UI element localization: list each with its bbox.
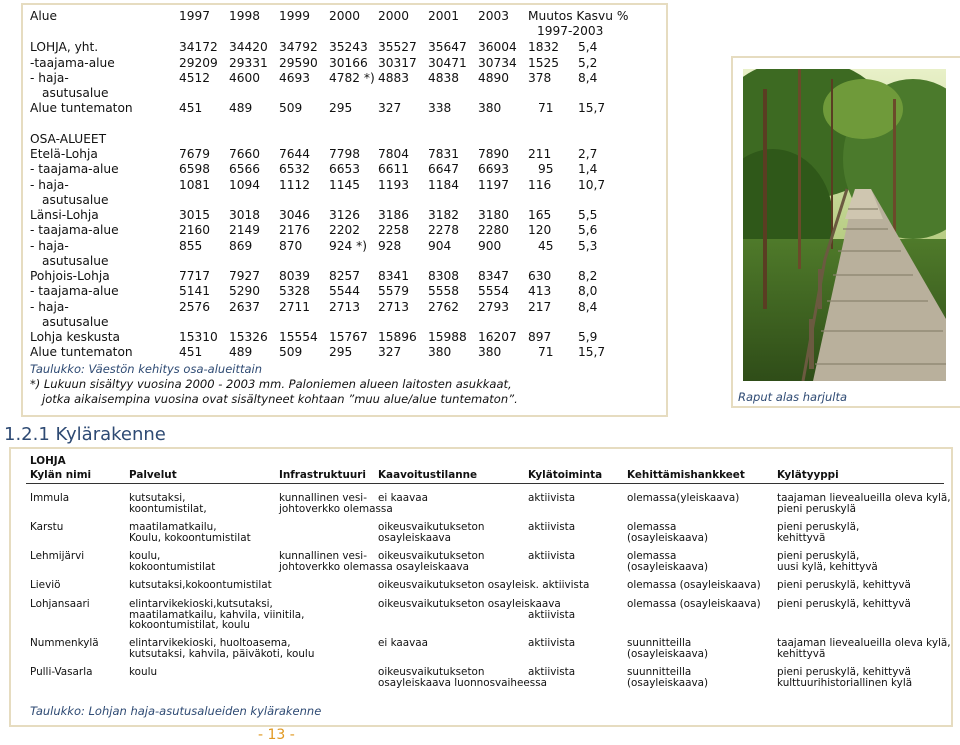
table-cell: osayleiskaava luonnosvaiheessa [378,676,547,689]
table-cell: 5328 [279,284,311,298]
page-number: - 13 - [258,727,295,743]
table-cell: 4883 [378,71,410,85]
table-cell: 30166 [329,56,368,70]
table-cell: 451 [179,345,203,359]
column-header: 1998 [229,9,261,23]
table-cell: 4782 *) [329,71,375,85]
table-cell: 15,7 [578,345,606,359]
table-cell: 7927 [229,269,261,283]
table-cell: 6598 [179,162,211,176]
table-cell: 380 [478,345,502,359]
table-cell: johtoverkko olemassa [279,502,393,515]
table-cell: aktiivista [528,521,576,533]
table-cell: elintarvikekioski, huoltoasema, [129,637,291,649]
table-cell: 35243 [329,40,368,54]
column-header: 2003 [478,9,510,23]
forest-boardwalk-photo [743,69,946,381]
table-cell: koontumistilat, [129,502,207,515]
table-cell: 451 [179,101,203,115]
table-cell: 6532 [279,162,311,176]
table-cell: 4693 [279,71,311,85]
table-cell: aktiivista [528,608,576,621]
table-cell: 327 [378,101,402,115]
table-cell: 378 [528,71,552,85]
table-cell: 8,0 [578,284,598,298]
table-cell: 8257 [329,269,361,283]
village-name: Lieviö [30,579,61,591]
table-cell: 8039 [279,269,311,283]
table-cell: 217 [528,300,552,314]
table-cell: Koulu, kokoontumistilat [129,531,251,544]
table-cell: 1112 [279,178,311,192]
row-label: -taajama-alue [30,56,115,70]
table-cell: 924 *) [329,239,367,253]
table-cell: 16207 [478,330,517,344]
table-cell: 6693 [478,162,510,176]
table-cell: kutsutaksi, kahvila, päiväkoti, koulu [129,647,315,660]
table-cell: 630 [528,269,552,283]
table-cell: 3180 [478,208,510,222]
table-cell: 71 [538,101,554,115]
table-cell: 2713 [378,300,410,314]
column-header: 1999 [279,9,311,23]
table-cell: 30471 [428,56,467,70]
table-cell: 34172 [179,40,218,54]
table-cell: 45 [538,239,554,253]
table-cell: 338 [428,101,452,115]
row-label: Etelä-Lohja [30,147,98,161]
column-header: 2001 [428,9,460,23]
table-cell: 34420 [229,40,268,54]
row-label: asutusalue [42,193,109,207]
table-cell: 1832 [528,40,560,54]
header-divider [26,483,944,484]
table-cell: 5,3 [578,239,598,253]
village-name: Pulli-Vasarla [30,666,93,678]
table-cell: johtoverkko olemassa osayleiskaava [279,560,469,573]
table-cell: 2576 [179,300,211,314]
table-cell: 380 [478,101,502,115]
row-label: OSA-ALUEET [30,132,107,146]
table-cell: 5579 [378,284,410,298]
row-label: - taajama-alue [30,223,119,237]
row-label: - taajama-alue [30,284,119,298]
table-cell: aktiivista [528,637,576,649]
table-cell: 8,2 [578,269,598,283]
table-cell: 1197 [478,178,510,192]
row-label: Länsi-Lohja [30,208,99,222]
table-cell: 509 [279,345,303,359]
table-cell: 5141 [179,284,211,298]
table-cell: 2278 [428,223,460,237]
table-cell: 5,9 [578,330,598,344]
table-cell: taajaman lievealueilla oleva kylä, [777,492,951,504]
table-cell: 7831 [428,147,460,161]
population-table-footnote: *) Lukuun sisältyy vuosina 2000 - 2003 mm. Paloniemen alueen laitosten asukkaat, [30,377,512,391]
table-cell: 1094 [229,178,261,192]
table-cell: kunnallinen vesi- [279,550,367,562]
table-cell: 165 [528,208,552,222]
column-header: Alue [30,9,57,23]
column-header: Muutos Kasvu % [528,9,629,23]
table-cell: 15326 [229,330,268,344]
row-label: LOHJA, yht. [30,40,99,54]
table-cell: 1184 [428,178,460,192]
table-cell: 327 [378,345,402,359]
column-header: Kylätyyppi [777,469,839,481]
table-cell: 4512 [179,71,211,85]
table-cell: 3046 [279,208,311,222]
table-cell: 3015 [179,208,211,222]
table-cell: kutsutaksi, [129,492,186,504]
table-cell: maatilamatkailu, kahvila, viinitila, [129,608,305,621]
population-table-caption: Taulukko: Väestön kehitys osa-alueittain [30,362,263,376]
row-label: - haja- [30,300,69,314]
row-label: - haja- [30,71,69,85]
table-cell: oikeusvaikutukseton [378,521,485,533]
table-cell: 35647 [428,40,467,54]
table-cell: olemassa(yleiskaava) [627,492,740,504]
table-cell: 7890 [478,147,510,161]
table-cell: 95 [538,162,554,176]
table-cell: 120 [528,223,552,237]
table-cell: 5544 [329,284,361,298]
table-cell: 3018 [229,208,261,222]
table-cell: 36004 [478,40,517,54]
table-cell: 897 [528,330,552,344]
table-cell: 4890 [478,71,510,85]
table-cell: 6566 [229,162,261,176]
table-cell: 2160 [179,223,211,237]
table-cell: kokoontumistilat [129,560,216,573]
row-label: - haja- [30,178,69,192]
table-cell: 7679 [179,147,211,161]
table-cell: 1193 [378,178,410,192]
table-cell: pieni peruskylä [777,502,856,515]
table-cell: 15767 [329,330,368,344]
table-cell: elintarvikekioski,kutsutaksi, [129,598,273,610]
table-cell: 1081 [179,178,211,192]
village-name: Karstu [30,521,64,533]
table-cell: taajaman lievealueilla oleva kylä, [777,637,951,649]
table-cell: 5,5 [578,208,598,222]
table-cell: 15988 [428,330,467,344]
table-cell: 5,2 [578,56,598,70]
table-cell: oikeusvaikutukseton [378,550,485,562]
village-name: Lohjansaari [30,598,90,610]
table-cell: ei kaavaa [378,637,429,649]
table-cell: 116 [528,178,552,192]
table-cell: 34792 [279,40,318,54]
table-cell: 7644 [279,147,311,161]
table-cell: 904 [428,239,452,253]
table-cell: olemassa (osayleiskaava) [627,579,761,591]
table-cell: 7660 [229,147,261,161]
table-cell: oikeusvaikutukseton osayleiskaava [378,598,561,610]
table-cell: 3182 [428,208,460,222]
table-cell: 8347 [478,269,510,283]
table-cell: pieni peruskylä, kehittyvä [777,579,911,591]
column-header: Kylän nimi [30,469,92,481]
table-cell: pieni peruskylä, [777,550,860,562]
table-cell: 2713 [329,300,361,314]
column-header: Infrastruktuuri [279,469,366,481]
village-name: Nummenkylä [30,637,99,649]
table-cell: 7717 [179,269,211,283]
table-cell: 1145 [329,178,361,192]
table-cell: 15310 [179,330,218,344]
table-cell: aktiivista [528,666,576,678]
table-cell: 2762 [428,300,460,314]
column-header: 2000 [378,9,410,23]
table-cell: 6647 [428,162,460,176]
table-cell: 2149 [229,223,261,237]
table-cell: 5290 [229,284,261,298]
table-cell: 380 [428,345,452,359]
table-cell: (osayleiskaava) [627,531,709,544]
column-header: Kehittämishankkeet [627,469,745,481]
table-cell: 855 [179,239,203,253]
table-cell: 489 [229,345,253,359]
table-cell: 2176 [279,223,311,237]
table-cell: 870 [279,239,303,253]
table-cell: 7798 [329,147,361,161]
table-cell: koulu, [129,550,161,562]
table-cell: kulttuurihistoriallinen kylä [777,676,913,689]
table-cell: kokoontumistilat, koulu [129,619,250,631]
row-label: asutusalue [42,254,109,268]
table-cell: 2258 [378,223,410,237]
table-cell: uusi kylä, kehittyvä [777,560,878,573]
table-cell: 15,7 [578,101,606,115]
table-cell: 2637 [229,300,261,314]
table-cell: 1,4 [578,162,598,176]
table-cell: olemassa (osayleiskaava) [627,598,761,610]
table-cell: 30734 [478,56,517,70]
row-label: asutusalue [42,86,109,100]
table-cell: kutsutaksi,kokoontumistilat [129,579,272,591]
table-cell: 2,7 [578,147,598,161]
row-label: - taajama-alue [30,162,119,176]
table-cell: 295 [329,345,353,359]
table-cell: 30317 [378,56,417,70]
table-cell: 29331 [229,56,268,70]
table-cell: 928 [378,239,402,253]
table-cell: olemassa [627,521,677,533]
table-cell: 8308 [428,269,460,283]
table-cell: 2793 [478,300,510,314]
table-cell: 15896 [378,330,417,344]
table-cell: oikeusvaikutukseton osayleisk. aktiivista [378,579,590,591]
column-header: 1997-2003 [537,24,604,38]
table-cell: 2202 [329,223,361,237]
table-cell: (osayleiskaava) [627,560,709,573]
table-cell: 5558 [428,284,460,298]
row-label: Lohja keskusta [30,330,120,344]
table-cell: 413 [528,284,552,298]
table-cell: 4838 [428,71,460,85]
table-cell: (osayleiskaava) [627,676,709,689]
table-cell: pieni peruskylä, kehittyvä [777,666,911,678]
table-cell: aktiivista [528,492,576,504]
row-label: Pohjois-Lohja [30,269,110,283]
photo-caption: Raput alas harjulta [738,390,848,404]
section-heading: 1.2.1 Kylärakenne [4,424,166,445]
table-cell: suunnitteilla [627,666,692,678]
table-cell: 900 [478,239,502,253]
table-cell: 15554 [279,330,318,344]
village-name: Lehmijärvi [30,550,85,562]
column-header: 2000 [329,9,361,23]
column-header: Kaavoitustilanne [378,469,478,481]
row-label: asutusalue [42,315,109,329]
table-cell: kehittyvä [777,647,826,660]
table-cell: pieni peruskylä, kehittyvä [777,598,911,610]
table-cell: 3126 [329,208,361,222]
table-cell: 2711 [279,300,311,314]
population-table-footnote-continued: jotka aikaisempina vuosina ovat sisältyneet kohtaan ”muu alue/alue tuntematon”. [42,392,518,406]
table-cell: 8,4 [578,300,598,314]
table-cell: 211 [528,147,552,161]
table-cell: 4600 [229,71,261,85]
table-cell: 5554 [478,284,510,298]
village-table-title: LOHJA [30,455,66,467]
table-cell: 8,4 [578,71,598,85]
table-cell: 3186 [378,208,410,222]
table-cell: olemassa [627,550,677,562]
row-label: Alue tuntematon [30,345,133,359]
table-cell: oikeusvaikutukseton [378,666,485,678]
table-cell: 509 [279,101,303,115]
table-cell: 5,4 [578,40,598,54]
village-name: Immula [30,492,70,504]
table-cell: (osayleiskaava) [627,647,709,660]
table-cell: 6611 [378,162,410,176]
table-cell: 295 [329,101,353,115]
row-label: - haja- [30,239,69,253]
table-cell: 2280 [478,223,510,237]
column-header: Palvelut [129,469,177,481]
table-cell: 1525 [528,56,560,70]
table-cell: kunnallinen vesi- [279,492,367,504]
table-cell: 10,7 [578,178,606,192]
table-cell: 8341 [378,269,410,283]
table-cell: aktiivista [528,550,576,562]
table-cell: osayleiskaava [378,531,451,544]
table-cell: suunnitteilla [627,637,692,649]
table-cell: 35527 [378,40,417,54]
table-cell: 71 [538,345,554,359]
table-cell: 869 [229,239,253,253]
table-cell: koulu [129,666,158,678]
village-table-caption: Taulukko: Lohjan haja-asutusalueiden kylärakenne [30,704,322,718]
table-cell: ei kaavaa [378,492,429,504]
table-cell: 7804 [378,147,410,161]
column-header: 1997 [179,9,211,23]
row-label: Alue tuntematon [30,101,133,115]
column-header: Kylätoiminta [528,469,603,481]
table-cell: 6653 [329,162,361,176]
table-cell: 29590 [279,56,318,70]
table-cell: maatilamatkailu, [129,521,217,533]
table-cell: 29209 [179,56,218,70]
table-cell: pieni peruskylä, [777,521,860,533]
table-cell: kehittyvä [777,531,826,544]
table-cell: 489 [229,101,253,115]
table-cell: 5,6 [578,223,598,237]
